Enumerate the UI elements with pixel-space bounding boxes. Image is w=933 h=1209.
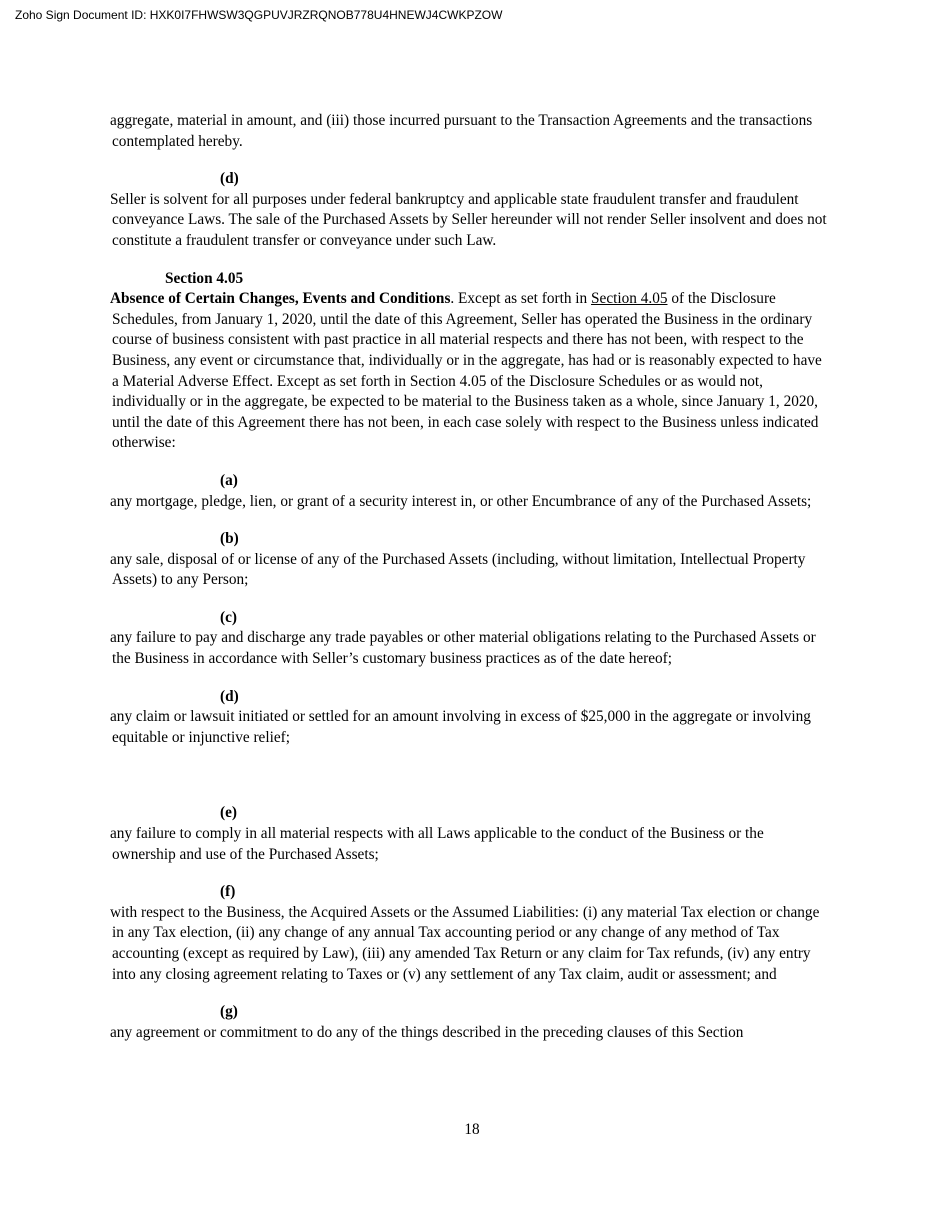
clause-label-f: (f) [220,883,236,901]
clause-text-f: with respect to the Business, the Acquired Assets or the Assumed Liabilities: (i) any material Tax election or change in any Tax election, (ii) any change of any annual Tax accounting period or any change of any method of Tax accounting (except as required by Law), (iii) any amended Tax Return or any claim for Tax refunds, (iv) any entry into any closing agreement relating to Taxes or (v) any settlement of any Tax claim, audit or assessment; and [110,903,820,983]
clause-text-e: any failure to comply in all material respects with all Laws applicable to the conduct of the Business or the ownership and use of the Purchased Assets; [110,825,764,863]
solvency-paragraph: Seller is solvent for all purposes under federal bankruptcy and applicable state fraudulent transfer and fraudulent conveyance Laws. The sale of the Purchased Assets by Seller hereunder will not render Seller insolvent and does not constitute a fraudulent transfer or conveyance under such Law. [110,190,827,249]
clause-text-d: any claim or lawsuit initiated or settled for an amount involving in excess of $25,000 in the aggregate or involving equitable or injunctive relief; [110,708,811,746]
clause-label-d: (d) [220,687,239,705]
document-id: Zoho Sign Document ID: HXK0I7FHWSW3QGPUVJRZRQNOB778U4HNEWJ4CWKPZOW [15,8,503,22]
clause-text-a: any mortgage, pledge, lien, or grant of a security interest in, or other Encumbrance of any of the Purchased Assets; [110,492,812,510]
section-text-before-ref: . Except as set forth in [450,290,592,308]
section-text-after-ref: of the Disclosure Schedules, from January 1, 2020, until the date of this Agreement, Seller has operated the Business in the ordinary course of business consistent with past practice in all material respects and there has not been, with respect to the Business, any event or circumstance that, individually or in the aggregate, has had or is reasonably expected to have a Material Adverse Effect. Except as set forth in Section 4.05 of the Disclosure Schedules or as would not, individually or in the aggregate, be expected to be material to the Business taken as a whole, since January 1, 2020, until the date of this Agreement there has not been, in each case solely with respect to the Business unless indicated otherwise: [112,290,822,452]
clause-label-b: (b) [220,530,239,548]
clause-text-b: any sale, disposal of or license of any of the Purchased Assets (including, without limitation, Intellectual Property Assets) to any Person; [110,550,806,589]
intro-paragraph: aggregate, material in amount, and (iii) those incurred pursuant to the Transaction Agreements and the transactions contemplated hereby. [110,112,813,150]
clause-label-e: (e) [220,804,237,822]
clause-text-g: any agreement or commitment to do any of the things described in the preceding clauses of this Section [110,1023,744,1041]
clause-label-a: (a) [220,471,238,489]
section-heading: Absence of Certain Changes, Events and Conditions [110,290,451,308]
clause-label: (d) [220,170,239,188]
clause-label-c: (c) [220,608,237,626]
page-number: 18 [464,1121,480,1138]
document-page [110,111,830,1043]
clause-text-c: any failure to pay and discharge any trade payables or other material obligations relating to the Purchased Assets or the Business in accordance with Seller’s customary business practices as of the date hereof; [110,629,816,668]
section-number: Section 4.05 [165,269,244,287]
clause-label-g: (g) [220,1003,238,1021]
section-reference: Section 4.05 [591,290,668,308]
section-paragraph [110,289,830,454]
